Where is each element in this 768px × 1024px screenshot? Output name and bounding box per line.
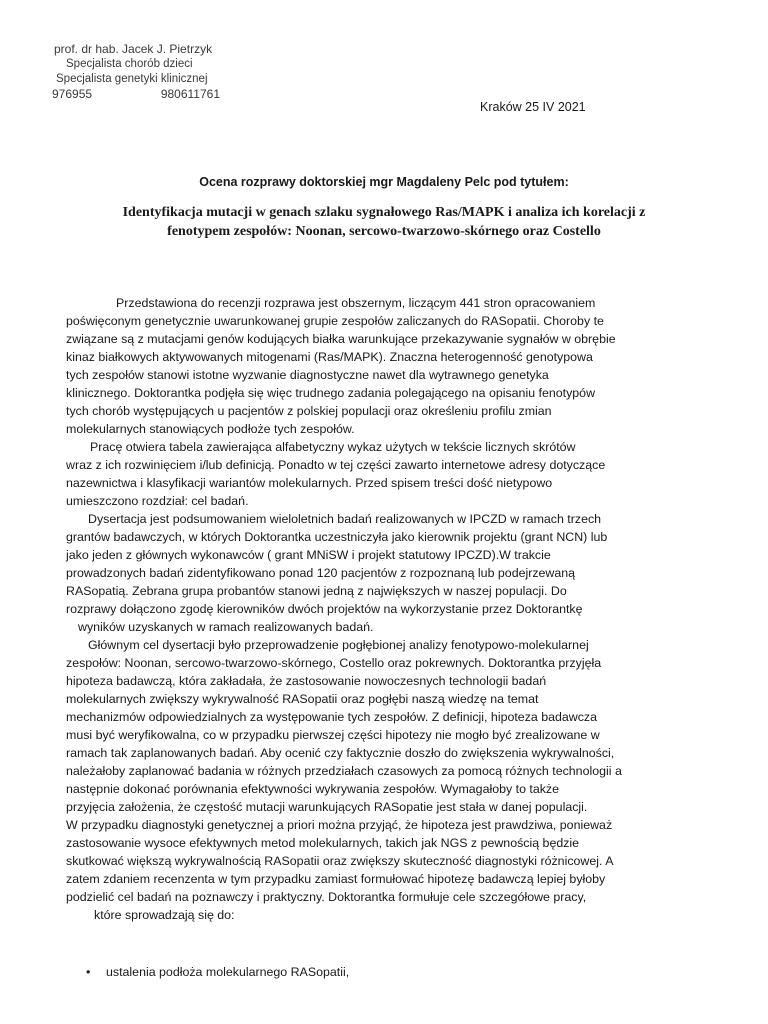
bullet-item [86,965,349,979]
body-line: Głównym cel dysertacji było przeprowadzenie pogłębionej analizy fenotypowo-molekularnej [88,638,589,652]
body-line: klinicznego. Doktorantka podjęła się więc trudnego zadania polegającego na opisaniu fenotypów [66,386,596,400]
body-line: rozprawy dołączono zgodę kierowników dwóch projektów na wykorzystanie przez Doktorantkę [66,602,583,616]
body-line: Dysertacja jest podsumowaniem wieloletnich badań realizowanych w IPCZD w ramach trzech [88,512,602,526]
body-line: zespołów: Noonan, sercowo-twarzowo-skórnego, Costello oraz pokrewnych. Doktorantka przyjęła [66,656,602,670]
body-line: Przedstawiona do recenzji rozprawa jest obszernym, liczącym 441 stron opracowaniem [116,296,596,310]
body-line: ramach tak zaplanowanych badań. Aby ocenić czy faktycznie doszło do zwiększenia wykrywalności, [66,746,615,760]
author-stamp [52,42,242,102]
body-line: wyników uzyskanych w ramach realizowanych badań. [78,620,374,634]
body-line: które sprowadzają się do: [94,908,235,922]
body-line: prowadzonych badań zidentyfikowano ponad 120 pacjentów z rozpoznaną lub podejrzewaną [66,566,576,580]
dissertation-title [60,203,708,241]
stamp-specialty-1: Specjalista chorób dzieci [66,58,193,70]
document-heading: Ocena rozprawy doktorskiej mgr Magdaleny Pelc pod tytułem: [199,175,569,189]
body-line: grantów badawczych, w których Doktorantka uczestniczyła jako kierownik projektu (grant NCN) lub [66,530,608,544]
body-line: poświęconym genetycznie uwarunkowanej grupie zespołów zaliczanych do RASopatii. Choroby te [66,314,604,328]
stamp-phone-1: 976955 [52,87,93,101]
body-line: jako jeden z głównych wykonawców ( grant MNiSW i projekt statutowy IPCZD).W trakcie [66,548,551,562]
body-line: przyjęcia założenia, że częstość mutacji warunkujących RASopatie jest stała w danej populacji. [66,800,588,814]
bullet-text: ustalenia podłoża molekularnego RASopatii, [106,965,350,979]
body-line: mechanizmów odpowiedzialnych za występowanie tych zespołów. Z definicji, hipoteza badawcza [66,710,598,724]
body-line: molekularnych stanowiących podłoże tych zespołów. [66,422,355,436]
body-line: kinaz białkowych aktywowanych mitogenami (Ras/MAPK). Znaczna heterogenność genotypowa [66,350,593,364]
body-line: podzielić cel badań na poznawczy i praktyczny. Doktorantka formułuje cele szczegółowe pracy, [66,890,587,904]
body-line: wraz z ich rozwinięciem i/lub definicją. Ponadto w tej części zawarto internetowe adresy dotyczące [66,458,606,472]
body-line: należałoby zaplanować badania w różnych przedziałach czasowych za pomocą różnych technologii a [66,764,622,778]
body-line: tych zespołów stanowi istotne wyzwanie diagnostyczne nawet dla wytrawnego genetyka [66,368,549,382]
body-line: musi być weryfikowalna, co w przypadku pierwszej części hipotezy nie mogło być zrealizowane w [66,728,600,742]
title-line: fenotypem zespołów: Noonan, sercowo-twarzowo-skórnego oraz Costello [167,224,601,239]
stamp-phones [52,87,220,102]
body-line: umieszczono rozdział: cel badań. [66,494,249,508]
body-line: tych chorób występujących u pacjentów z polskiej populacji oraz określeniu profilu zmian [66,404,552,418]
title-line: Identyfikacja mutacji w genach szlaku sygnałowego Ras/MAPK i analiza ich korelacji z [122,205,646,220]
body-line: nazewnictwa i klasyfikacji wariantów molekularnych. Przed spisem treści dość nietypowo [66,476,553,490]
body-line: następnie dokonać porównania efektywności wykrywania zespołów. Wymagałoby to także [66,782,560,796]
body-line: Pracę otwiera tabela zawierająca alfabetyczny wykaz użytych w tekście licznych skrótów [90,440,576,454]
body-line: RASopatią. Zebrana grupa probantów stanowi jedną z największych w naszej populacji. Do [66,584,567,598]
stamp-specialty-2: Specjalista genetyki klinicznej [56,73,208,85]
stamp-name: prof. dr hab. Jacek J. Pietrzyk [54,42,213,56]
body-line: zastosowanie wysoce efektywnych metod molekularnych, takich jak NGS z pewnością będzie [66,836,580,850]
body-line: skutkować większą wykrywalnością RASopatii oraz zwiększy skuteczność diagnostyki różnicowej. A [66,854,614,868]
body-line: związane są z mutacjami genów kodujących białka warunkujące przekazywanie sygnałów w obrębie [66,332,616,346]
bullet-dot-icon: • [86,965,91,979]
body-line: zatem zdaniem recenzenta w tym przypadku zamiast formułować hipotezę badawczą lepiej byłoby [66,872,606,886]
stamp-phone-2: 980611761 [160,87,220,101]
body-line: W przypadku diagnostyki genetycznej a priori można przyjąć, że hipoteza jest prawdziwa, ponieważ [66,818,613,832]
review-body [66,294,676,924]
body-line: molekularnych zwiększy wykrywalność RASopatii oraz pogłębi naszą wiedzę na temat [66,692,539,706]
body-line: hipoteza badawczą, która zakładała, że zastosowanie nowoczesnych technologii badań [66,674,547,688]
document-date: Kraków 25 IV 2021 [480,100,586,114]
